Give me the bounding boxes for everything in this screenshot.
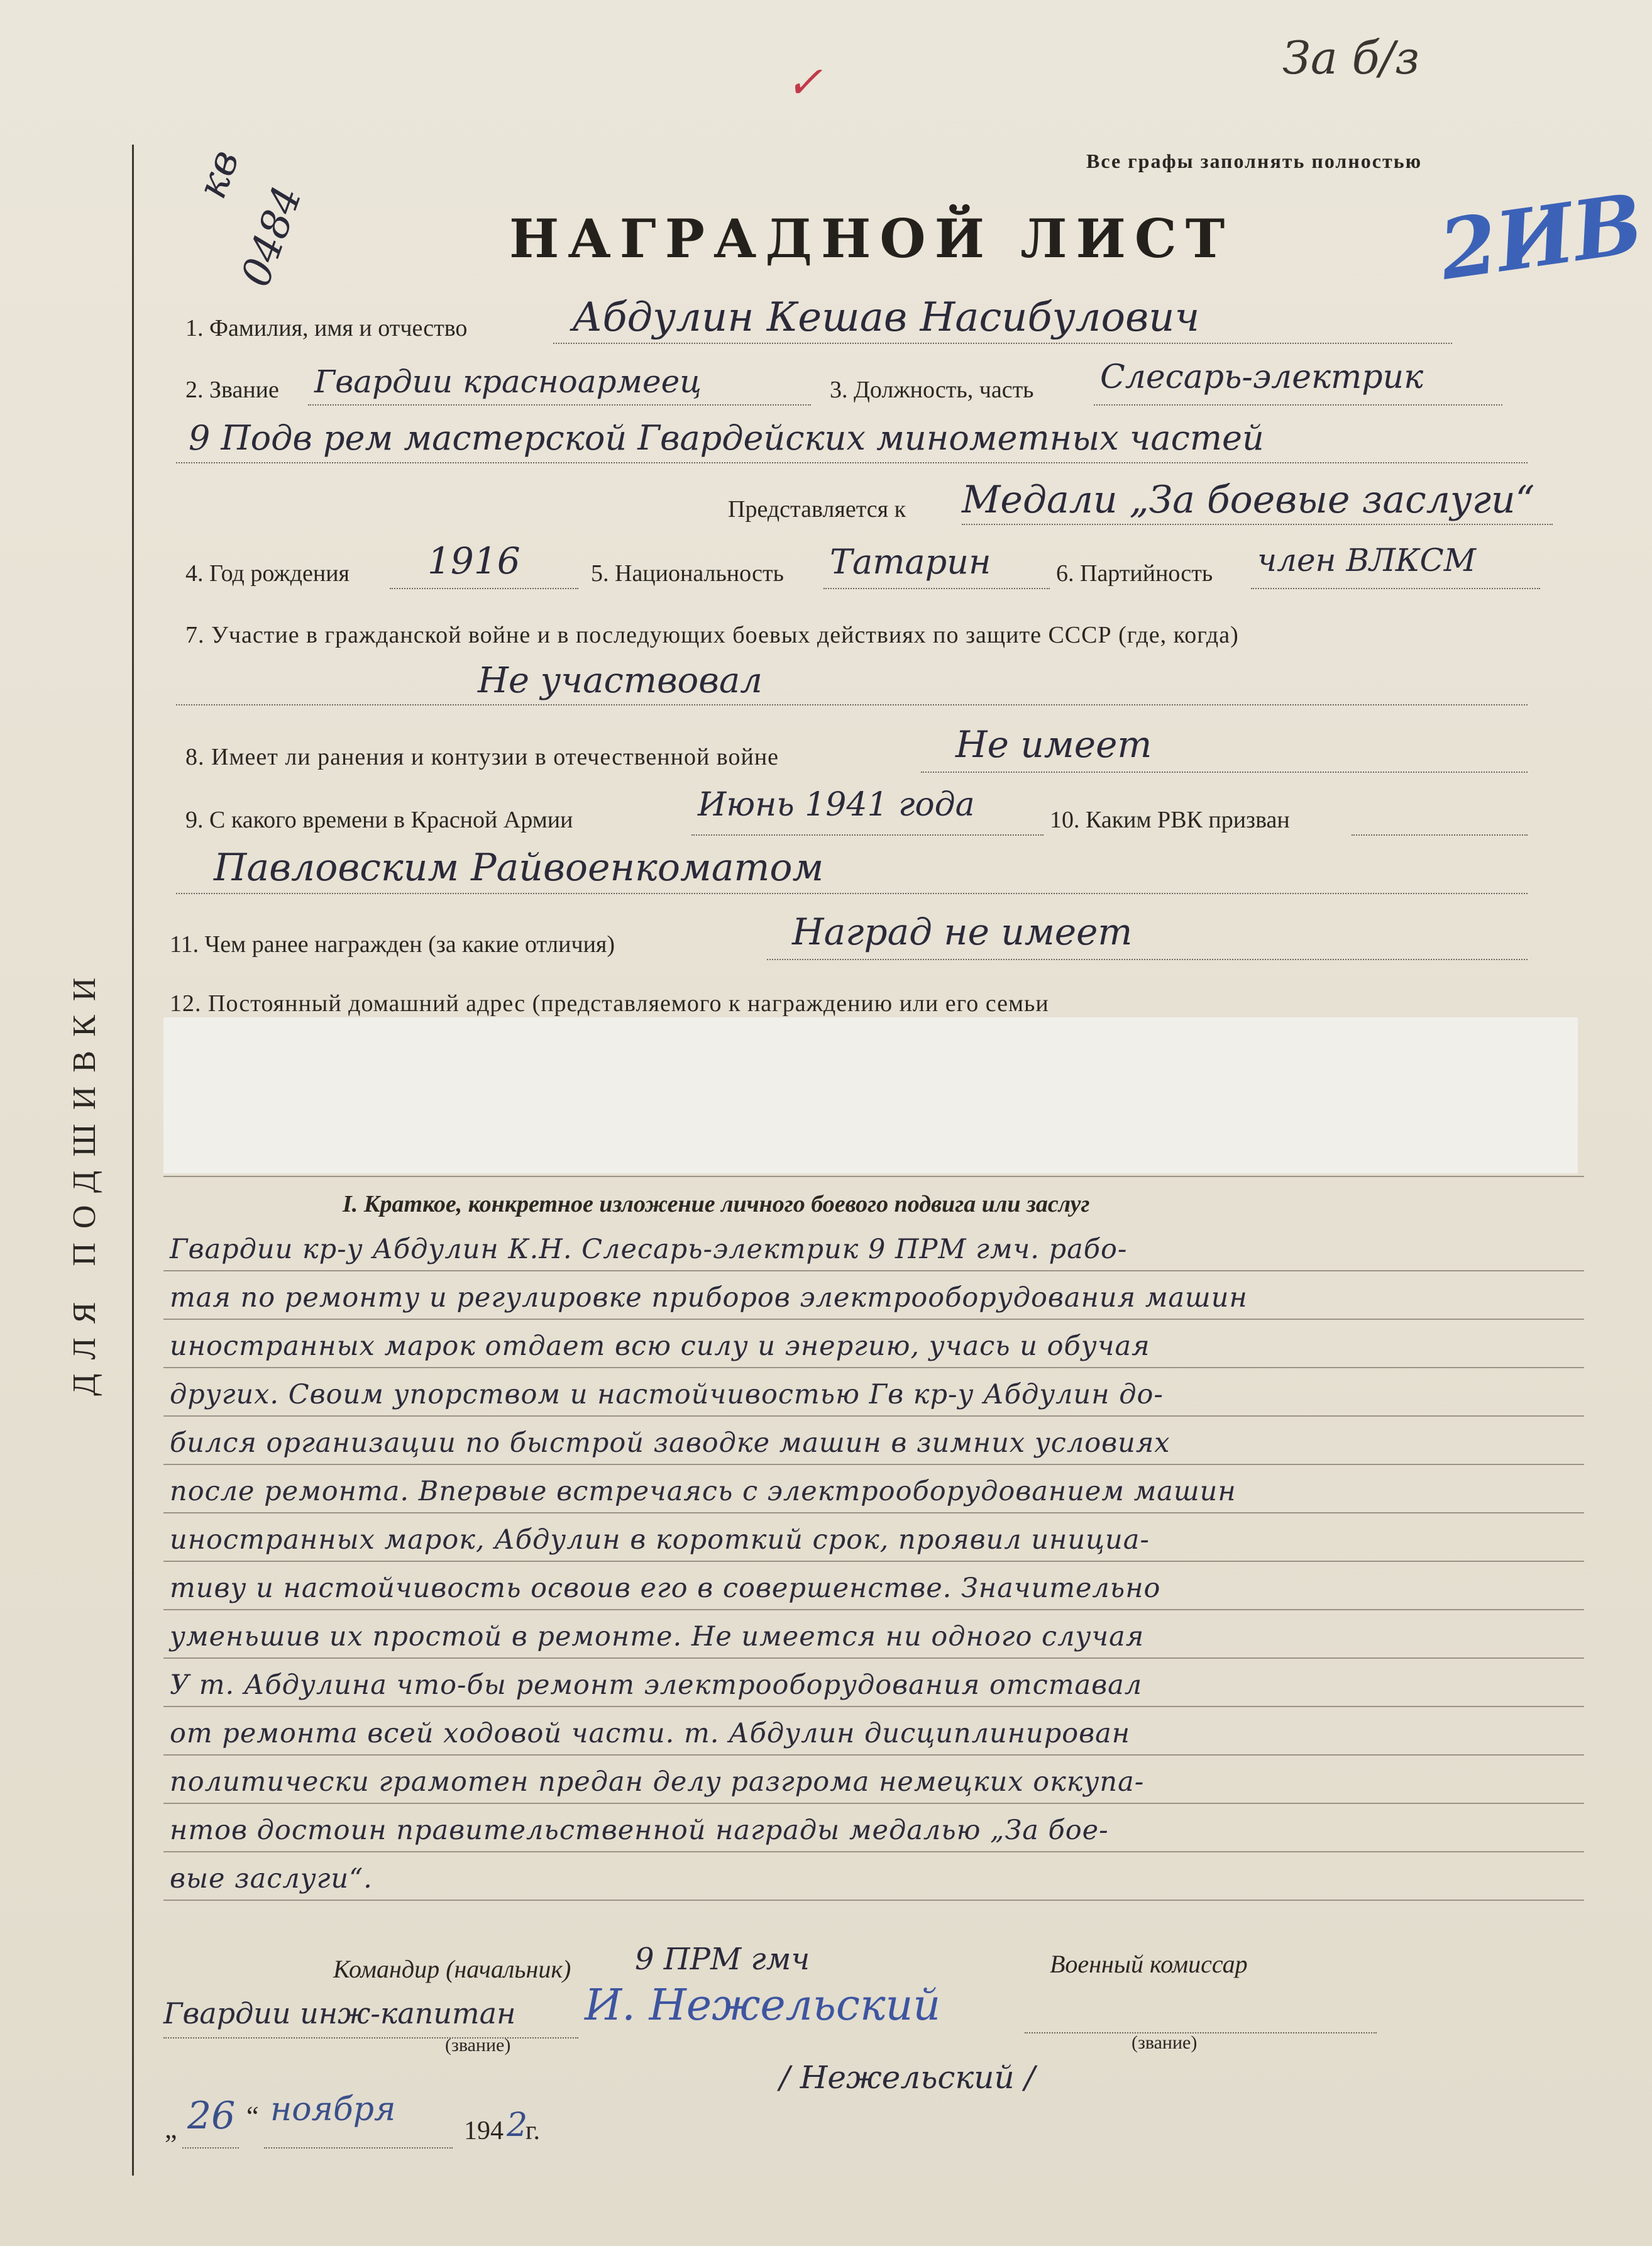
- date-day: 26: [187, 2094, 236, 2138]
- field-10-line: [1352, 834, 1528, 836]
- story-line: тиву и настойчивость освоив его в совершенстве. Значительно: [170, 1573, 1161, 1604]
- commander-label: Командир (начальник): [333, 1955, 571, 1983]
- commander-signature: И. Нежельский: [585, 1981, 941, 2030]
- story-line: вые заслуги“.: [170, 1863, 373, 1895]
- field-8-value: Не имеет: [955, 723, 1152, 766]
- field-3-value: Слесарь-электрик: [1100, 358, 1424, 396]
- story-rule: [163, 1561, 1584, 1562]
- story-line: уменьшив их простой в ремонте. Не имеется ни одного случая: [170, 1621, 1145, 1652]
- stamp-mark: 2ИВ: [1433, 175, 1649, 299]
- story-line: после ремонта. Впервые встречаясь с электрооборудованием машин: [170, 1476, 1236, 1507]
- field-2-label: 2. Звание: [185, 377, 279, 403]
- date-day-line: [182, 2147, 239, 2149]
- field-4-label: 4. Год рождения: [185, 560, 350, 587]
- rank-value: Гвардии инж-капитан: [163, 1996, 516, 2030]
- field-9-line: [691, 834, 1044, 836]
- margin-note-number: 0484: [233, 180, 312, 293]
- field-8-line: [921, 772, 1528, 773]
- field-5-value: Татарин: [830, 542, 991, 582]
- field-10-label: 10. Каким РВК призван: [1050, 807, 1290, 833]
- signature-name: / Нежельский /: [779, 2059, 1035, 2096]
- field-11-label: 11. Чем ранее награжден (за какие отличия): [170, 931, 615, 958]
- story-line: от ремонта всей ходовой части. т. Абдулин дисциплинирован: [170, 1718, 1131, 1749]
- present-value: Медали „За боевые заслуги“: [962, 478, 1535, 522]
- rank-caption-left: (звание): [445, 2035, 511, 2055]
- date-suffix: г.: [526, 2116, 540, 2145]
- field-7-label: 7. Участие в гражданской войне и в последующих боевых действиях по защите СССР (где, когда): [185, 622, 1239, 648]
- story-line: иностранных марок, Абдулин в короткий срок, проявил инициа-: [170, 1524, 1150, 1556]
- field-5-line: [823, 588, 1050, 589]
- field-10-value: Павловским Райвоенкоматом: [214, 846, 824, 890]
- present-line: [962, 524, 1553, 525]
- binding-line: [132, 145, 134, 2176]
- field-11-line: [767, 959, 1528, 960]
- field-8-label: 8. Имеет ли ранения и контузии в отечественной войне: [185, 744, 779, 770]
- story-rule: [163, 1367, 1584, 1368]
- address-redaction: [163, 1017, 1578, 1173]
- field-6-value: член ВЛКСМ: [1257, 542, 1476, 578]
- story-rule: [163, 1464, 1584, 1465]
- field-3-cont-line: [176, 462, 1528, 463]
- field-6-line: [1251, 588, 1540, 589]
- date-year-hand: 2: [507, 2106, 528, 2144]
- story-line: иностранных марок отдает всю силу и энергию, учась и обучая: [170, 1330, 1150, 1362]
- margin-note-kv: кв: [189, 144, 249, 205]
- commander-unit: 9 ПРМ гмч: [635, 1942, 810, 1977]
- field-2-line: [308, 404, 811, 406]
- date-open-quote: „: [165, 2113, 177, 2144]
- date-month: ноября: [270, 2091, 396, 2128]
- story-line: других. Своим упорством и настойчивостью Гв кр-у Абдулин до-: [170, 1379, 1164, 1410]
- rank-line-right: [1025, 2032, 1377, 2033]
- rank-caption-right: (звание): [1132, 2032, 1198, 2053]
- field-4-value: 1916: [427, 539, 520, 582]
- field-2-value: Гвардии красноармеец: [314, 363, 702, 400]
- date-mid-quote: “: [246, 2101, 259, 2132]
- field-12-label: 12. Постоянный домашний адрес (представляемого к награждению или его семьи: [170, 990, 1049, 1017]
- field-1-value: Абдулин Кешав Насибулович: [572, 294, 1200, 341]
- story-rule: [163, 1803, 1584, 1804]
- section-top-rule: [163, 1176, 1584, 1177]
- story-line: бился организации по быстрой заводке машин в зимних условиях: [170, 1427, 1170, 1459]
- story-rule: [163, 1900, 1584, 1901]
- story-rule: [163, 1851, 1584, 1852]
- page-title: НАГРАДНОЙ ЛИСТ: [509, 207, 1234, 270]
- present-label: Представляется к: [728, 496, 906, 523]
- field-7-line: [176, 704, 1528, 705]
- side-label: ДЛЯ ПОДШИВКИ: [67, 963, 102, 1396]
- field-1-label: 1. Фамилия, имя и отчество: [185, 315, 468, 341]
- field-4-line: [390, 588, 578, 589]
- field-9-value: Июнь 1941 года: [698, 786, 975, 824]
- date-month-line: [264, 2147, 453, 2149]
- section-heading: I. Краткое, конкретное изложение личного боевого подвига или заслуг: [343, 1191, 1090, 1217]
- story-rule: [163, 1657, 1584, 1659]
- commissar-label: Военный комиссар: [1050, 1950, 1248, 1978]
- field-3-cont-value: 9 Подв рем мастерской Гвардейских минометных частей: [189, 418, 1264, 458]
- field-5-label: 5. Национальность: [591, 560, 784, 587]
- field-6-label: 6. Партийность: [1056, 560, 1213, 587]
- rank-line-left: [163, 2037, 578, 2039]
- field-3-line: [1094, 404, 1502, 406]
- story-line: Гвардии кр-у Абдулин К.Н. Слесарь-электрик 9 ПРМ гмч. рабо-: [170, 1234, 1128, 1265]
- check-mark: ✓: [786, 57, 823, 108]
- story-rule: [163, 1706, 1584, 1707]
- instruction-text: Все графы заполнять полностью: [1086, 150, 1423, 172]
- story-rule: [163, 1415, 1584, 1417]
- story-line: политически грамотен предан делу разгрома немецких оккупа-: [170, 1766, 1145, 1798]
- date-year-printed: 194: [464, 2116, 504, 2145]
- story-rule: [163, 1270, 1584, 1271]
- story-line: У т. Абдулина что-бы ремонт электрооборудования отставал: [170, 1669, 1143, 1701]
- field-1-line: [553, 343, 1452, 344]
- story-rule: [163, 1754, 1584, 1756]
- story-line: тая по ремонту и регулировке приборов электрооборудования машин: [170, 1282, 1248, 1314]
- field-9-label: 9. С какого времени в Красной Армии: [185, 807, 573, 833]
- story-rule: [163, 1512, 1584, 1513]
- story-line: нтов достоин правительственной награды медалью „За бое-: [170, 1815, 1109, 1846]
- field-3-label: 3. Должность, часть: [830, 377, 1034, 403]
- field-11-value: Наград не имеет: [792, 910, 1133, 953]
- field-7-value: Не участвовал: [478, 660, 763, 701]
- story-rule: [163, 1609, 1584, 1610]
- story-rule: [163, 1319, 1584, 1320]
- field-10-cont-line: [176, 893, 1528, 894]
- top-annotation: За б/з: [1282, 31, 1420, 84]
